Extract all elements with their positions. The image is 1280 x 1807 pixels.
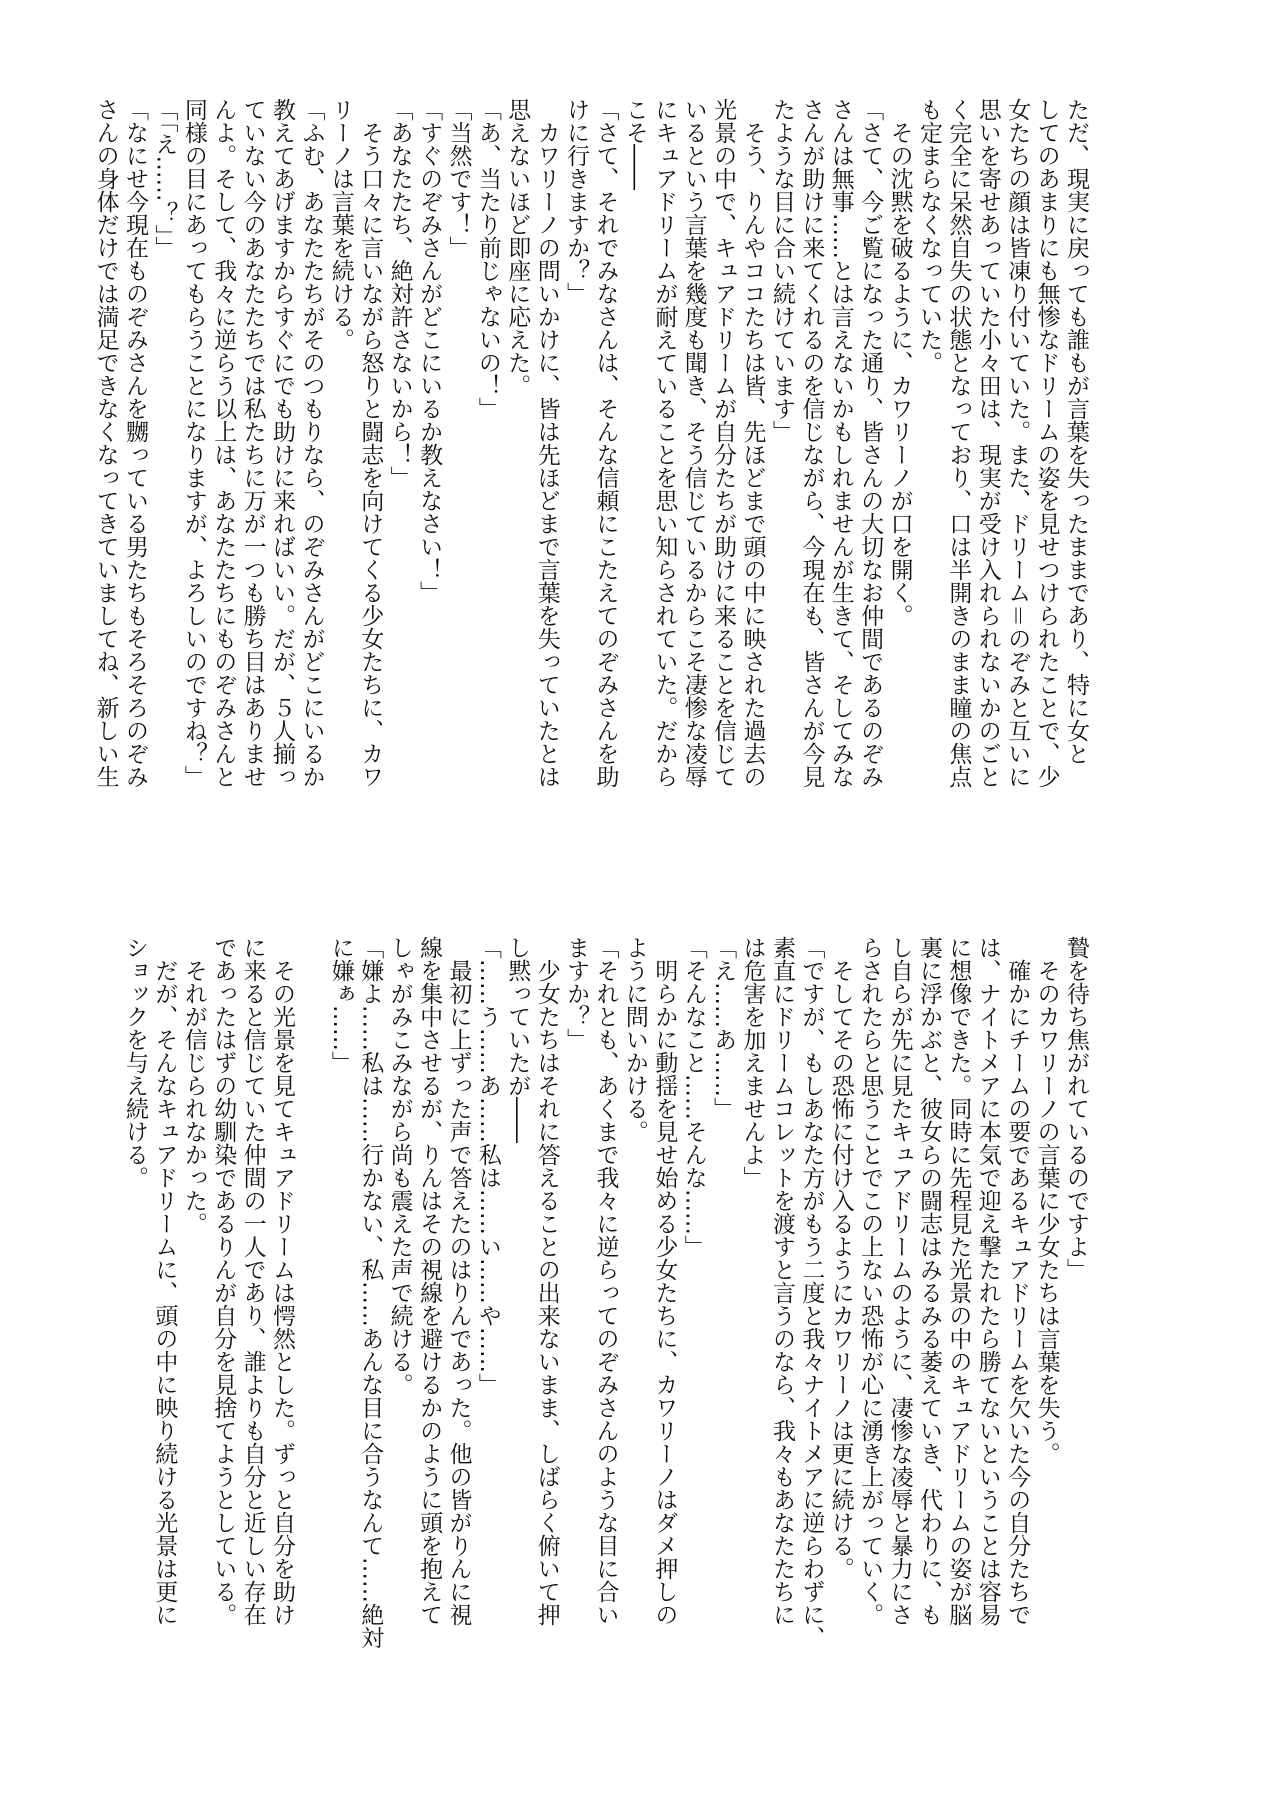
text-column: んよ。そして、我々に逆らう以上は、あなたたちにものぞみさんと bbox=[210, 98, 237, 788]
text-column: 「さて、今ご覧になった通り、皆さんの大切なお仲間であるのぞみ bbox=[857, 98, 884, 788]
text-column: 「え……あ……」 bbox=[710, 936, 737, 1120]
text-column: だが、そんなキュアドリームに、頭の中に映り続ける光景は更に bbox=[151, 936, 178, 1626]
text-block-top bbox=[90, 98, 1090, 888]
text-column: は危害を加えませんよ」 bbox=[739, 936, 766, 1189]
text-column: それが信じられなかった。 bbox=[180, 936, 207, 1235]
text-column: そう、りんやココたちは皆、先ほどまで頭の中に映された過去の bbox=[739, 98, 766, 788]
text-column: 最初に上ずった声で答えたのはりんであった。他の皆がりんに視 bbox=[445, 936, 472, 1626]
text-column: 教えてあげますからすぐにでも助けに来ればいい。だが、５人揃っ bbox=[269, 98, 296, 788]
text-column: こそ―― bbox=[621, 98, 648, 190]
text-column: 線を集中させるが、りんはその視線を避けるかのように頭を抱えて bbox=[416, 936, 443, 1626]
text-column: 「そんなこと……そんな……」 bbox=[680, 936, 707, 1258]
text-column: にキュアドリームが耐えていることを思い知らされていた。だから bbox=[651, 98, 678, 788]
text-column: カワリーノの問いかけに、皆は先ほどまで言葉を失っていたとは bbox=[533, 98, 560, 788]
text-column: く完全に呆然自失の状態となっており、口は半開きのまま瞳の焦点 bbox=[945, 98, 972, 788]
text-column: 女たちの顔は皆凍り付いていた。また、ドリーム＝のぞみと互いに bbox=[1004, 98, 1031, 788]
text-column: さんの身体だけでは満足できなくなってきていましてね、新しい生 bbox=[92, 98, 119, 788]
text-column: し自らが先に見たキュアドリームのように、凄惨な凌辱と暴力にさ bbox=[886, 936, 913, 1626]
text-column: さんが助けに来てくれるのを信じながら、今現在も、皆さんが今見 bbox=[798, 98, 825, 788]
text-column: に想像できた。同時に先程見た光景の中のキュアドリームの姿が脳 bbox=[945, 936, 972, 1626]
text-column: 「あなたたち、絶対許さないから！」 bbox=[386, 98, 413, 489]
text-column: 思えないほど即座に応えた。 bbox=[504, 98, 531, 397]
text-column: けに行きますか？」 bbox=[563, 98, 590, 305]
text-column: 思いを寄せあっていた小々田は、現実が受け入れられないかのごと bbox=[974, 98, 1001, 788]
text-column: 「あ、当たり前じゃないの！」 bbox=[474, 98, 501, 420]
text-column: 「なにせ今現在ものぞみさんを嬲っている男たちもそろそろのぞみ bbox=[122, 98, 148, 788]
text-column: そう口々に言いながら怒りと闘志を向けてくる少女たちに、カワ bbox=[357, 98, 384, 788]
text-column: ていない今のあなたたちでは私たちに万が一つも勝ち目はありませ bbox=[239, 98, 266, 788]
text-column: 「それとも、あくまで我々に逆らってのぞみさんのような目に合い bbox=[592, 936, 619, 1626]
text-column: 同様の目にあってもらうことになりますが、よろしいのですね？」 bbox=[180, 98, 207, 788]
text-column: 裏に浮かぶと、彼女らの闘志はみるみる萎えていき、代わりに、も bbox=[915, 936, 942, 1626]
text-column: であったはずの幼馴染であるりんが自分を見捨てようとしている。 bbox=[210, 936, 237, 1626]
text-column: 「当然です！」 bbox=[445, 98, 472, 259]
text-column: ますか？」 bbox=[563, 936, 590, 1051]
text-column: 素直にドリームコレットを渡すと言うのなら、我々もあなたたちに bbox=[768, 936, 795, 1626]
text-column: そのカワリーノの言葉に少女たちは言葉を失う。 bbox=[1033, 936, 1060, 1465]
text-column: は、ナイトメアに本気で迎え撃たれたら勝てないということは容易 bbox=[974, 936, 1001, 1626]
text-column: ただ、現実に戻っても誰もが言葉を失ったままであり、特に女と bbox=[1063, 98, 1089, 765]
text-column: 「「え……？」」 bbox=[151, 98, 178, 259]
text-column: さんは無事……とは言えないかもしれませんが生きて、そしてみな bbox=[827, 98, 854, 788]
text-column: に来ると信じていた仲間の一人であり、誰よりも自分と近しい存在 bbox=[239, 936, 266, 1626]
text-column: たような目に合い続けています」 bbox=[768, 98, 795, 443]
text-column: に嫌ぁ……」 bbox=[327, 936, 354, 1074]
text-column: 少女たちはそれに答えることの出来ないまま、しばらく俯いて押 bbox=[533, 936, 560, 1626]
text-column: しゃがみこみながら尚も震えた声で続ける。 bbox=[386, 936, 413, 1396]
text-column: その光景を見てキュアドリームは愕然とした。ずっと自分を助け bbox=[269, 936, 296, 1626]
blank-column bbox=[296, 936, 325, 1726]
text-column: 「嫌よ……私は……行かない、私……あんな目に合うなんて……絶対 bbox=[357, 936, 384, 1649]
text-column: その沈黙を破るように、カワリーノが口を開く。 bbox=[886, 98, 913, 627]
text-column: してのあまりにも無惨なドリームの姿を見せつけられたことで、少 bbox=[1033, 98, 1060, 788]
text-column: 光景の中で、キュアドリームが自分たちが助けに来ることを信じて bbox=[710, 98, 737, 788]
text-column: 「さて、それでみなさんは、そんな信頼にこたえてのぞみさんを助 bbox=[592, 98, 619, 788]
text-column: いるという言葉を幾度も聞き、そう信じているからこそ凄惨な凌辱 bbox=[680, 98, 707, 788]
text-column: 「ですが、もしあなた方がもう二度と我々ナイトメアに逆らわずに、 bbox=[798, 936, 825, 1649]
text-column: も定まらなくなっていた。 bbox=[915, 98, 942, 374]
text-column: 確かにチームの要であるキュアドリームを欠いた今の自分たちで bbox=[1004, 936, 1031, 1626]
text-column: ショックを与え続ける。 bbox=[122, 936, 149, 1189]
text-block-bottom bbox=[120, 936, 1090, 1726]
text-column: 「……う……あ……私は……い……や……」 bbox=[474, 936, 501, 1396]
text-column: ように問いかける。 bbox=[621, 936, 648, 1143]
text-column: 「すぐのぞみさんがどこにいるか教えなさい！」 bbox=[416, 98, 443, 604]
text-column: らされたらと思うことでこの上ない恐怖が心に湧き上がっていく。 bbox=[857, 936, 884, 1626]
text-column: 贄を待ち焦がれているのですよ」 bbox=[1063, 936, 1089, 1281]
text-column: し黙っていたが―― bbox=[504, 936, 531, 1143]
text-column: 明らかに動揺を見せ始める少女たちに、カワリーノはダメ押しの bbox=[651, 936, 678, 1626]
text-column: リーノは言葉を続ける。 bbox=[327, 98, 354, 351]
text-column: そしてその恐怖に付け入るようにカワリーノは更に続ける。 bbox=[827, 936, 854, 1580]
text-column: 「ふむ、あなたたちがそのつもりなら、のぞみさんがどこにいるか bbox=[298, 98, 325, 788]
